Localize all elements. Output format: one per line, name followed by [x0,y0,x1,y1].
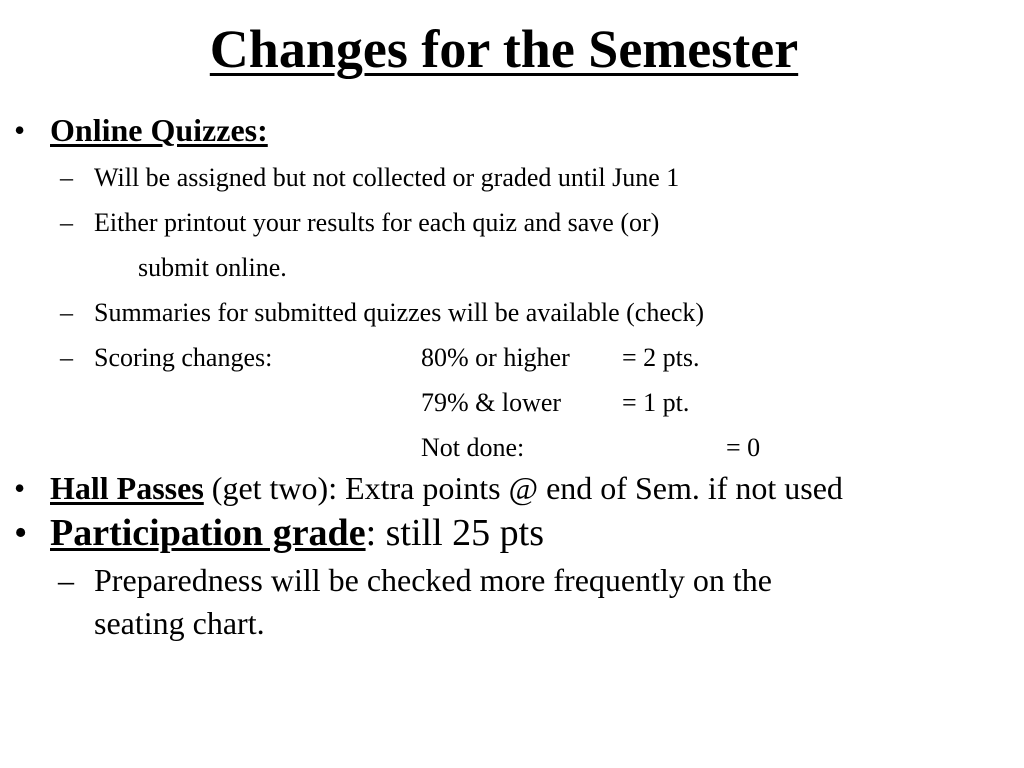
dash-quiz-item-3: – [60,298,73,327]
bullet-online-quizzes: • [14,112,26,148]
scoring-condition-3: Not done: [421,433,525,462]
participation-line [50,510,544,556]
scoring-result-2: = 1 pt. [622,388,690,417]
quiz-item-printout: Either printout your results for each quiz and save (or) [94,208,660,237]
dash-quiz-item-1: – [60,163,73,192]
scoring-label: Scoring changes: [94,343,273,372]
scoring-result-1: = 2 pts. [622,343,700,372]
dash-preparedness: – [58,562,74,598]
quiz-item-summaries: Summaries for submitted quizzes will be available (check) [94,298,705,327]
bullet-participation: • [14,512,28,554]
dash-quiz-item-2: – [60,208,73,237]
scoring-condition-2: 79% & lower [421,388,562,417]
dash-scoring: – [60,343,73,372]
participation-heading: Participation grade [50,512,366,554]
participation-text: : still 25 pts [365,512,544,554]
hall-passes-heading: Hall Passes [50,470,204,506]
scoring-condition-1: 80% or higher [421,343,570,372]
preparedness-line-2: seating chart. [94,605,265,641]
hall-passes-line [50,468,843,508]
preparedness-line-1: Preparedness will be checked more frequently on the [94,562,772,598]
hall-passes-text: (get two): Extra points @ end of Sem. if not used [203,470,843,506]
scoring-result-3: = 0 [726,433,761,462]
bullet-hall-passes: • [14,470,26,506]
quiz-item-printout-continuation: submit online. [138,253,287,282]
online-quizzes-heading: Online Quizzes: [50,112,268,148]
slide-title: Changes for the Semester [209,19,799,79]
quiz-item-assigned: Will be assigned but not collected or graded until June 1 [94,163,680,192]
